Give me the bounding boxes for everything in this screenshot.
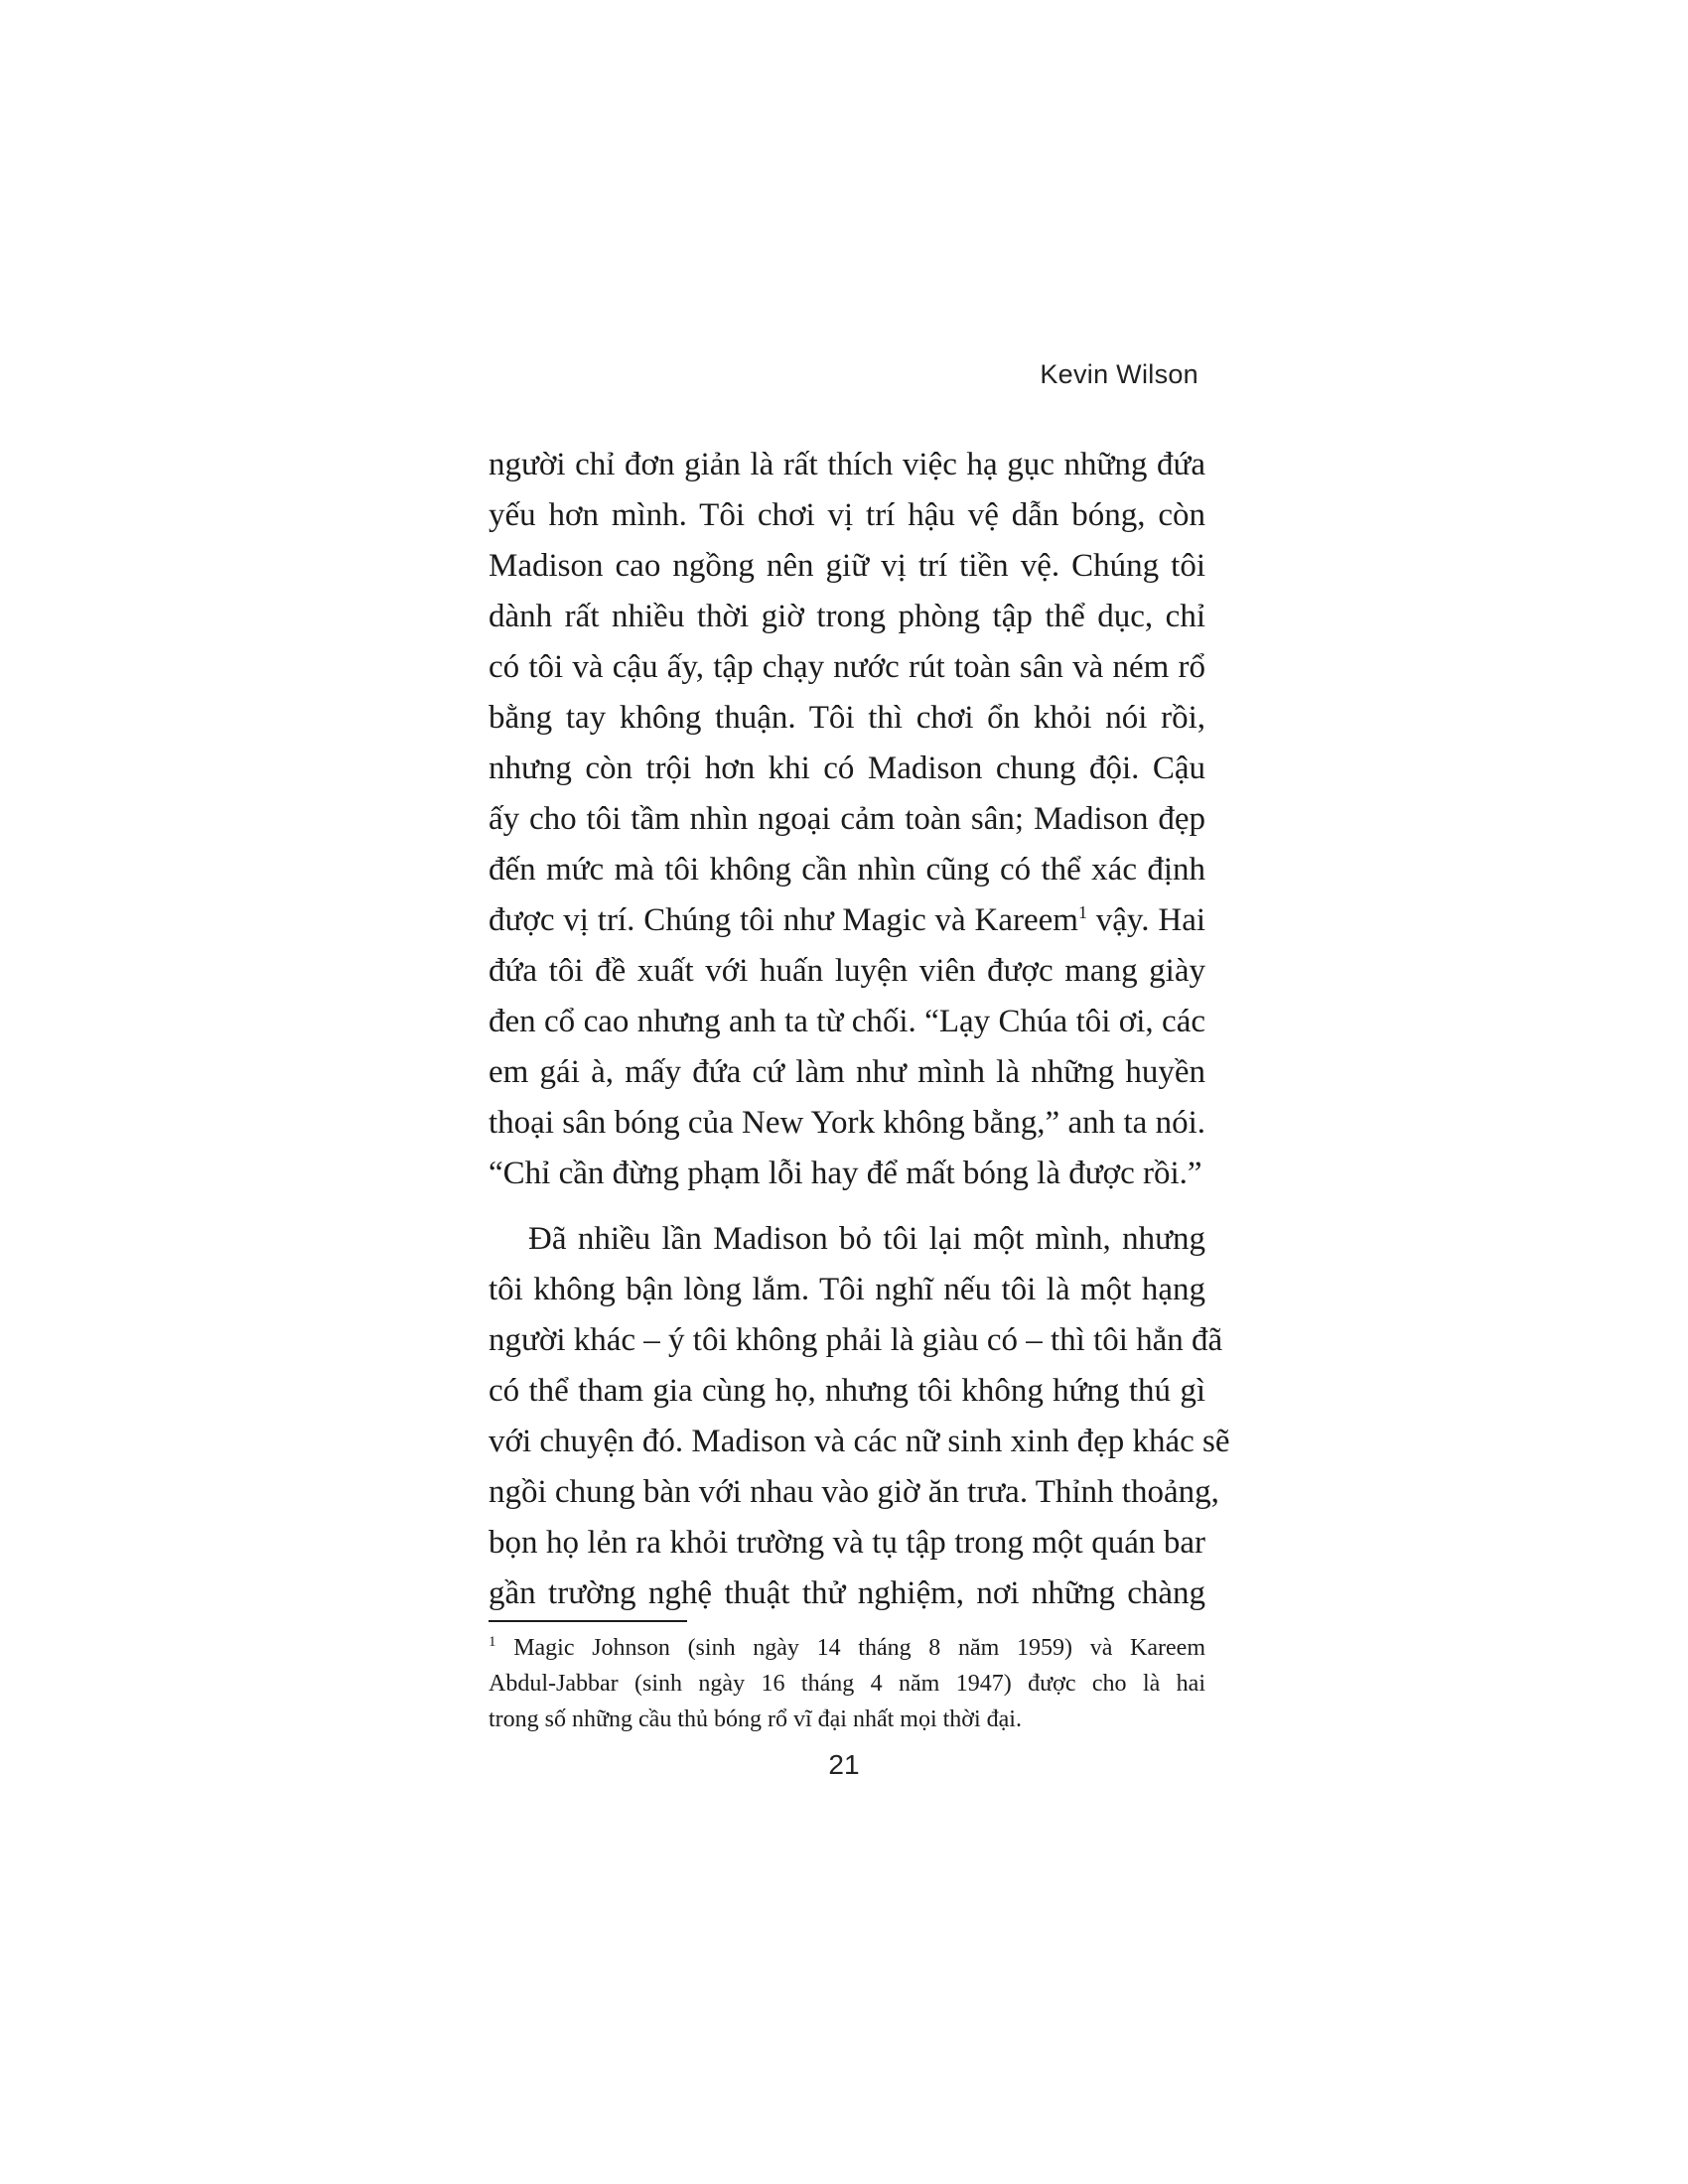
text-line: thoại sân bóng của New York không bằng,” anh ta nói. [489, 1105, 1205, 1141]
page-number: 21 [828, 1749, 860, 1780]
text-line: dành rất nhiều thời giờ trong phòng tập thể dục, chỉ [489, 599, 1205, 634]
text-line: yếu hơn mình. Tôi chơi vị trí hậu vệ dẫn bóng, còn [489, 497, 1205, 533]
paragraph-spacer [489, 1199, 1205, 1214]
footnote [489, 1630, 1205, 1737]
paragraph-2 [489, 1214, 1230, 1619]
text-line-with-footnote-ref [489, 895, 1205, 946]
text-line: đen cổ cao nhưng anh ta từ chối. “Lạy Chúa tôi ơi, các [489, 1004, 1205, 1039]
footnote-marker: 1 [489, 1634, 496, 1650]
text-line: nhưng còn trội hơn khi có Madison chung đội. Cậu [489, 751, 1205, 786]
text-segment: vậy. Hai [1086, 902, 1206, 938]
text-line: Đã nhiều lần Madison bỏ tôi lại một mình, nhưng [528, 1221, 1205, 1257]
running-header-author: Kevin Wilson [1040, 359, 1198, 389]
text-line: tôi không bận lòng lắm. Tôi nghĩ nếu tôi là một hạng [489, 1272, 1205, 1307]
text-line: ngồi chung bàn với nhau vào giờ ăn trưa. Thỉnh thoảng, [489, 1474, 1219, 1510]
text-line: em gái à, mấy đứa cứ làm như mình là những huyền [489, 1054, 1205, 1090]
text-line: có thể tham gia cùng họ, nhưng tôi không hứng thú gì [489, 1373, 1205, 1409]
text-line: với chuyện đó. Madison và các nữ sinh xinh đẹp khác sẽ [489, 1424, 1230, 1459]
text-line: người khác – ý tôi không phải là giàu có – thì tôi hẳn đã [489, 1322, 1223, 1358]
text-line: đến mức mà tôi không cần nhìn cũng có thể xác định [489, 852, 1205, 887]
text-line: người chỉ đơn giản là rất thích việc hạ gục những đứa [489, 447, 1205, 482]
text-segment: Magic Johnson (sinh ngày 14 tháng 8 năm 1959) và Kareem [495, 1635, 1205, 1661]
body-text [489, 440, 1230, 1619]
text-line: “Chỉ cần đừng phạm lỗi hay để mất bóng là được rồi.” [489, 1156, 1202, 1191]
text-segment: được vị trí. Chúng tôi như Magic và Kareem [489, 902, 1078, 938]
text-line: đứa tôi đề xuất với huấn luyện viên được mang giày [489, 953, 1205, 989]
text-line: gần trường nghệ thuật thử nghiệm, nơi những chàng [489, 1575, 1205, 1611]
footnote-separator [489, 1620, 687, 1622]
text-line: bằng tay không thuận. Tôi thì chơi ổn khỏi nói rồi, [489, 700, 1205, 736]
text-line: Madison cao ngồng nên giữ vị trí tiền vệ. Chúng tôi [489, 548, 1205, 584]
text-line: có tôi và cậu ấy, tập chạy nước rút toàn sân và ném rổ [489, 649, 1205, 685]
footnote-line: trong số những cầu thủ bóng rổ vĩ đại nhất mọi thời đại. [489, 1706, 1022, 1732]
text-line: bọn họ lẻn ra khỏi trường và tụ tập trong một quán bar [489, 1525, 1205, 1561]
footnote-line: Abdul-Jabbar (sinh ngày 16 tháng 4 năm 1947) được cho là hai [489, 1671, 1205, 1697]
footnote-line [489, 1630, 1205, 1666]
paragraph-1 [489, 440, 1205, 1199]
text-line: ấy cho tôi tầm nhìn ngoại cảm toàn sân; Madison đẹp [489, 801, 1205, 837]
footnote-reference: 1 [1077, 902, 1087, 922]
